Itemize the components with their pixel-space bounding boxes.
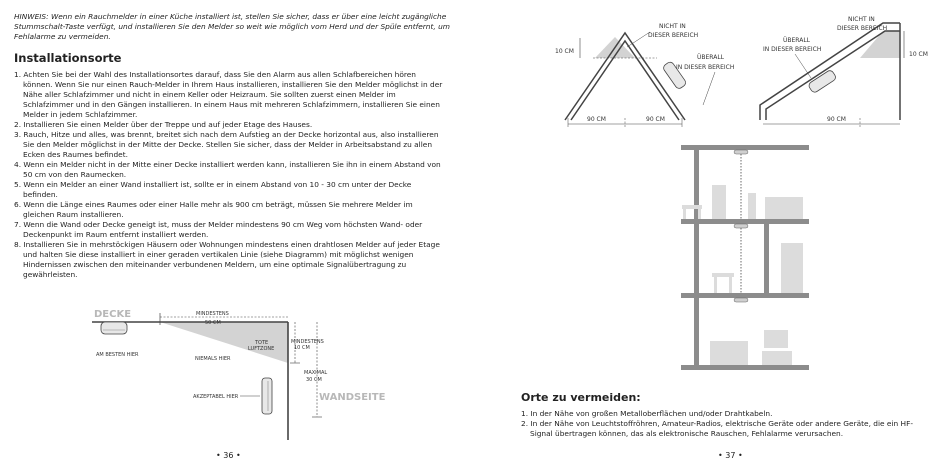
desk-icon [682,205,702,209]
kitchen-note: HINWEIS: Wenn ein Rauchmelder in einer Küche installiert ist, stellen Sie sicher, dass er über eine leicht zugängliche Stummschalt-Taste verfügt, und installieren Sie den Melder so weit wie möglich vom Herd und der Spüle entfernt, um Fehlalarme zu vermeiden. [14,12,450,41]
desk-icon [698,209,701,219]
anywhere-here-label: IN DIESER BEREICH [676,64,735,71]
not-here-label: NICHT IN [659,23,686,30]
list-item: 4. Wenn ein Melder nicht in der Mitte einer Decke installiert werden kann, installieren Sie ihn in einem Abstand von 50 cm von den Raumecken. [14,160,441,179]
list-item: 7. Wenn die Wand oder Decke geneigt ist, muss der Melder mindestens 90 cm Weg vom höchsten Wand- oder Deckenpunkt im Raum entfernt installiert werden. [14,220,423,239]
sofa-icon [710,341,748,365]
roof-outline [565,33,685,120]
dimension-label: 90 CM [646,116,665,123]
never-here-label: NIEMALS HIER [195,356,231,362]
dead-zone-label: TOTE [255,340,269,346]
list-item: 1. Achten Sie bei der Wahl des Installationsortes darauf, dass Sie den Alarm aus allen Schlafbereichen hören können. Wenn Sie nur einen Rauch-Melder in Ihrem Haus installieren, installieren Sie den Melder möglichst in der Nähe aller Schlafzimmer und nicht in einem Keller oder Heizraum. Sie sollten zuerst einen Melder im Schlafzimmer und in den Gängen installieren. In einem Haus mit mehreren Schlafzimmern, installieren Sie einen Melder in jedem Schlafzimmer. [14,70,443,119]
sloped-roof-diagram [475,0,950,125]
acceptable-here-label: AKZEPTABEL HIER [193,394,239,400]
dimension-label: MAXIMAL [304,370,328,376]
dimension-label: 10 CM [555,48,574,55]
not-here-label: DIESER BEREICH [837,25,888,32]
dead-zone-label: LUFTZONE [248,346,275,352]
wall-column [694,224,699,293]
list-item: 8. Installieren Sie in mehrstöckigen Häusern oder Wohnungen mindestens einen drahtlosen Melder auf jeder Etage und halten Sie diese installiert in einer geraden vertikalen Linie (siehe Diagramm) mit möglichst wenigen Hindernissen zwischen den miteinander verbundenen Meldern, um eine optimale Signalübertragung zu gewährleisten. [14,240,440,279]
not-here-label: DIESER BEREICH [648,32,699,39]
desk-icon [683,209,686,219]
section-title: Installationsorte [14,51,122,65]
installation-list [14,70,444,280]
multi-storey-diagram [670,145,820,375]
leader-line [627,32,650,47]
dimension-label: 50 CM [205,320,221,326]
dimension-label: 10 CM [294,345,310,351]
dimension-label: 30 CM [306,377,322,383]
dimension-label: 90 CM [587,116,606,123]
wall-column [694,298,699,365]
list-item: 6. Wenn die Länge eines Raumes oder einer Halle mehr als 900 cm beträgt, müssen Sie mehrere Melder im gleichen Raum installieren. [14,200,413,219]
avoid-places-list [521,409,921,439]
floor-slab [681,219,809,224]
detector-icon [734,150,748,154]
not-here-label: NICHT IN [848,16,875,23]
dimension-label: 10 CM [909,51,928,58]
anywhere-here-label: ÜBERALL [697,54,725,61]
bed-icon [765,197,803,219]
table-icon [729,277,732,293]
dimension-label: MINDESTENS [291,339,324,345]
list-item: 5. Wenn ein Melder an einer Wand installiert ist, sollte er in einem Abstand von 10 - 30 cm unter der Decke befinden. [14,180,412,199]
ceiling-label: DECKE [94,309,132,320]
page-number: • 36 • [216,451,241,460]
anywhere-here-label: ÜBERALL [783,37,811,44]
detector-icon [734,298,748,302]
ceiling-detector-icon [101,322,127,334]
wardrobe-icon [712,185,726,219]
leader-line [795,54,811,78]
tv-icon [764,330,788,348]
plant-icon [748,193,756,219]
floor-slab [681,365,809,370]
list-item: 1. In der Nähe von großen Metalloberflächen und/oder Drahtkabeln. [521,409,773,418]
floor-slab [681,145,809,150]
page-number: • 37 • [718,451,743,460]
detector-icon [734,224,748,228]
shelf-icon [781,243,803,293]
floor-slab [681,293,809,298]
wall-column [764,224,769,293]
avoid-places-title: Orte zu vermeiden: [521,391,641,404]
wall-side-label: WANDSEITE [319,392,386,403]
list-item: 2. In der Nähe von Leuchtstoffröhren, Amateur-Radios, elektrische Geräte oder andere Geräte, die ein HF-Signal übertragen können, das als elektronische Rauschen, Fehlalarme verursachen. [521,419,914,438]
ceiling-wall-diagram [0,305,475,445]
tv-icon [762,351,792,365]
anywhere-here-label: IN DIESER BEREICH [763,46,822,53]
dimension-label: 90 CM [827,116,846,123]
best-here-label: AM BESTEN HIER [96,352,139,358]
table-icon [712,273,734,277]
list-item: 2. Installieren Sie einen Melder über der Treppe und auf jeder Etage des Hauses. [14,120,313,129]
wall-detector-icon [262,378,272,414]
dimension-label: MINDESTENS [196,311,229,317]
table-icon [714,277,717,293]
list-item: 3. Rauch, Hitze und alles, was brennt, breitet sich nach dem Aufstieg an der Decke horizontal aus, also installieren Sie den Melder möglichst in der Mitte der Decke. Stellen Sie sicher, dass der Melder in Arbeitsabstand zu allen Ecken des Raumes befindet. [14,130,439,159]
leader-line [703,72,715,105]
